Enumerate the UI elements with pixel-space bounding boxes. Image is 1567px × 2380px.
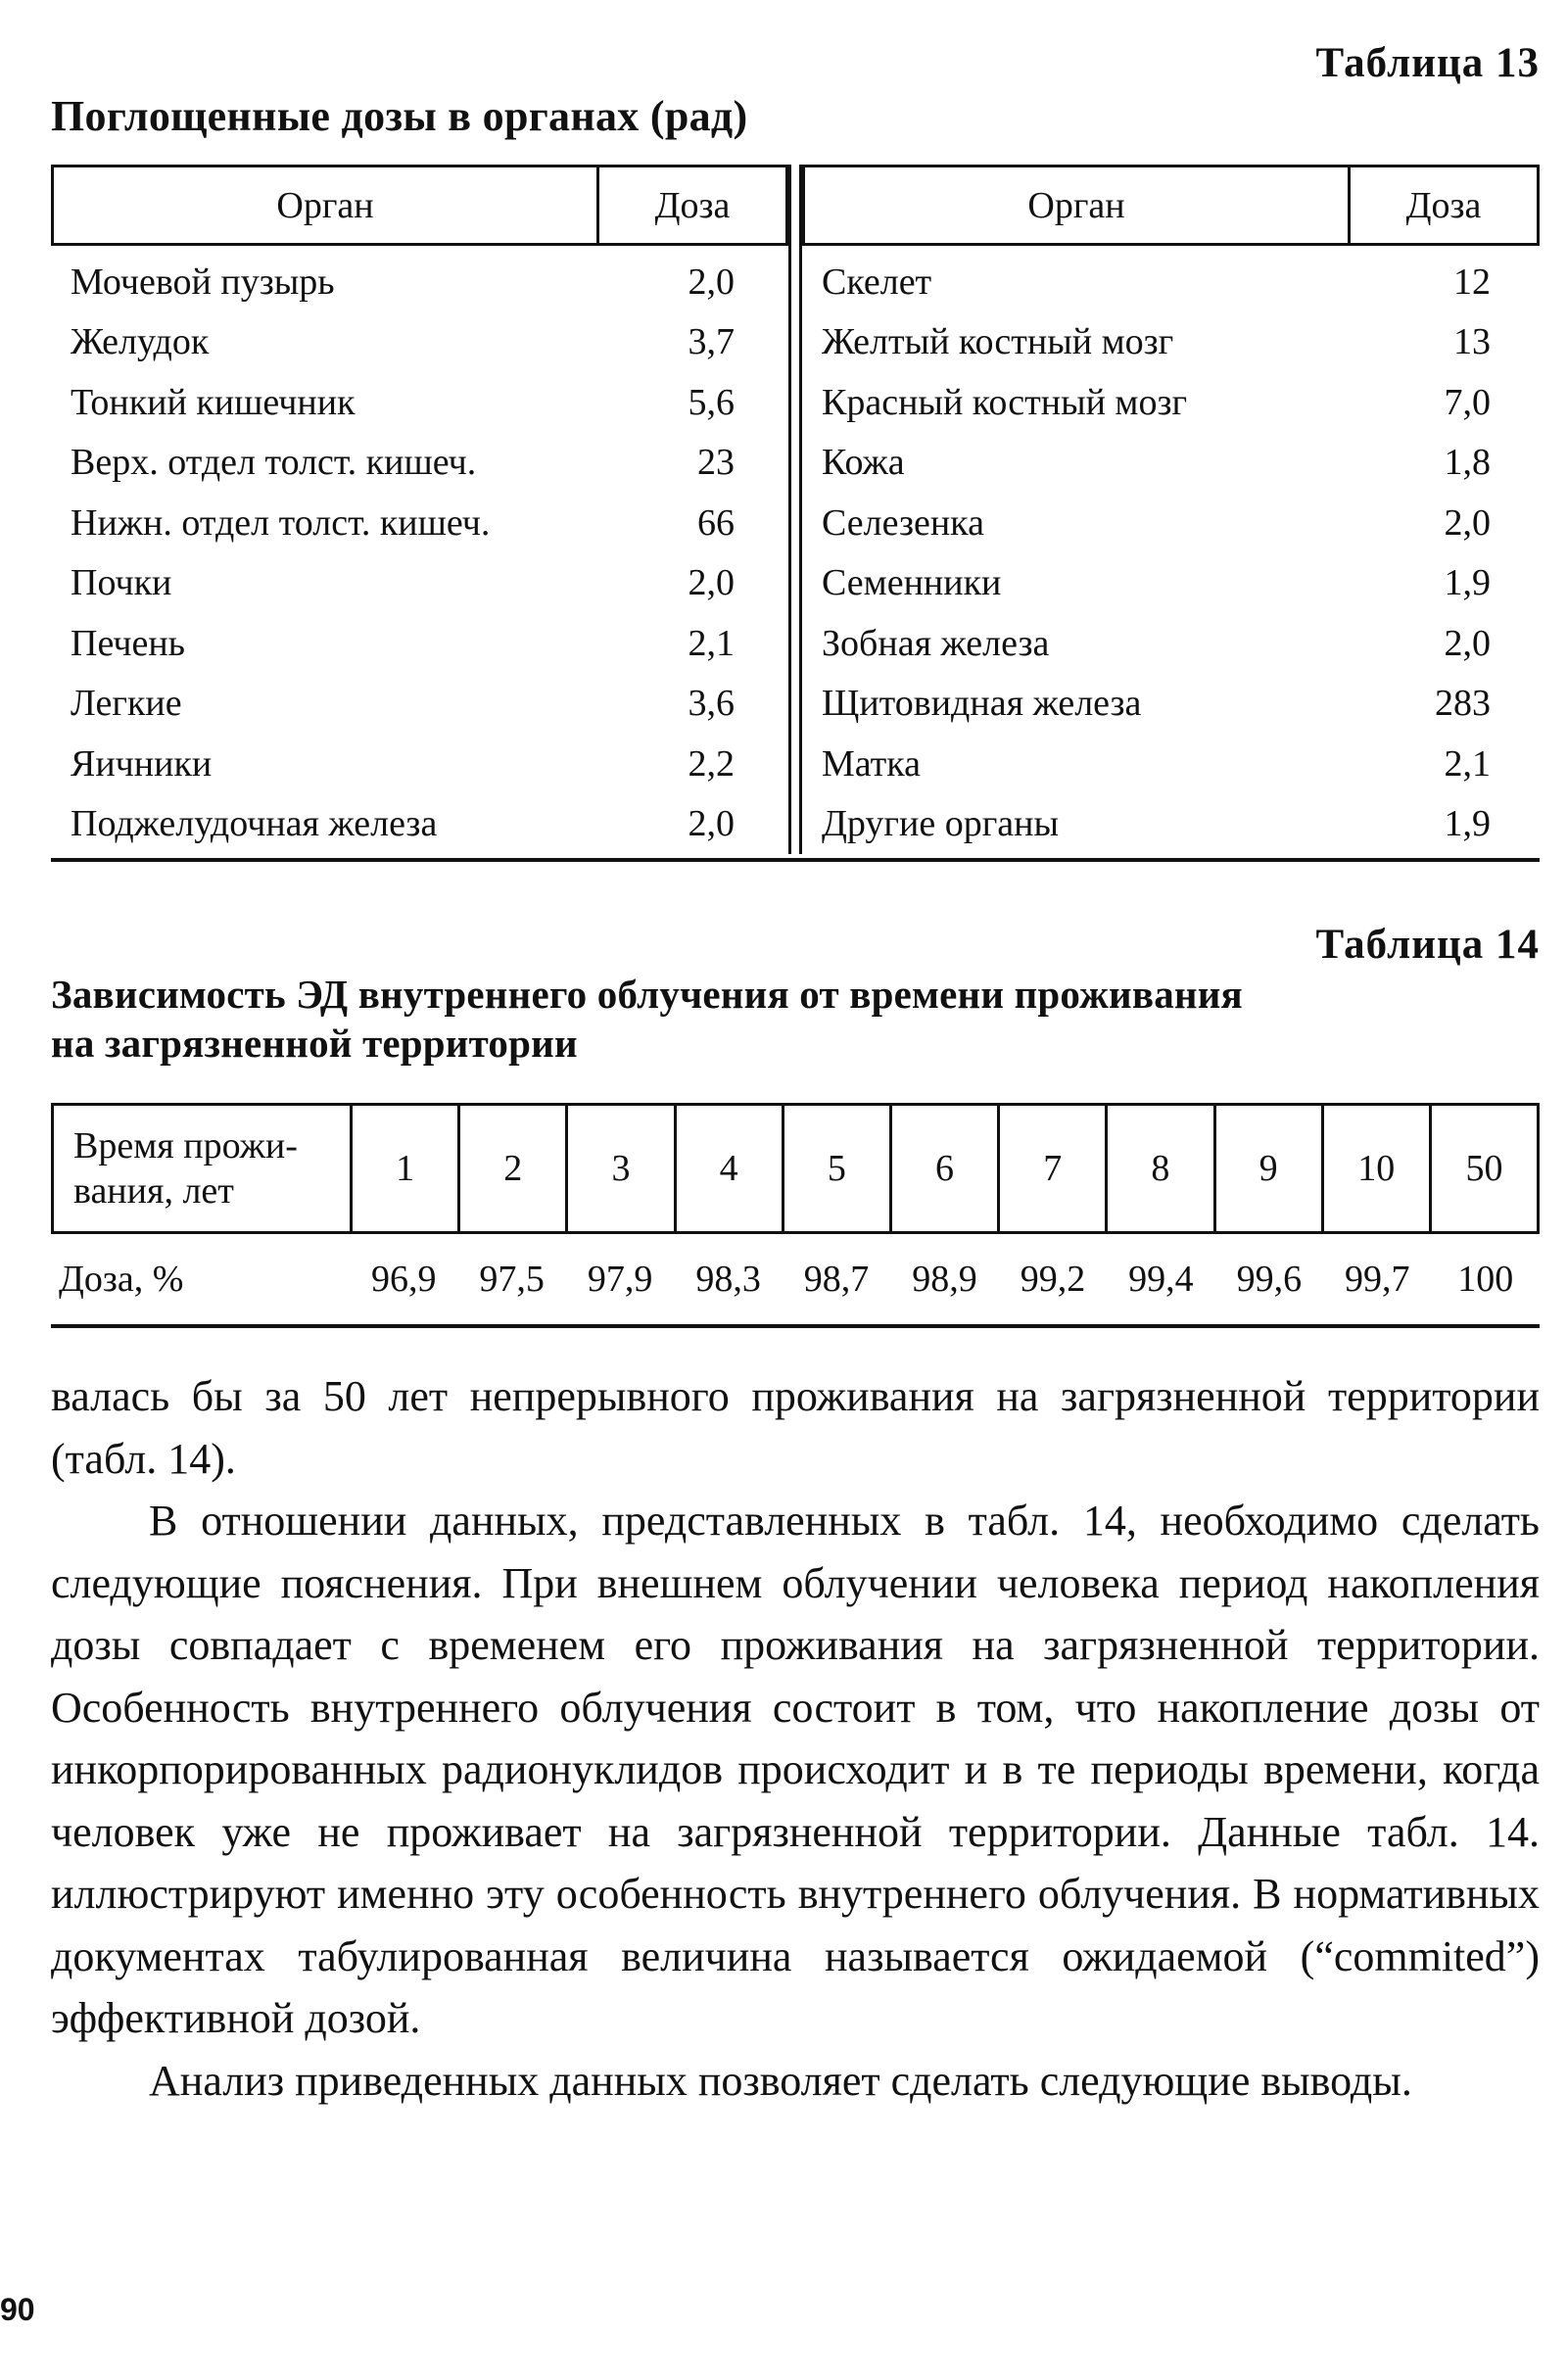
dose-percent-cell: 99,6: [1236, 1259, 1303, 1300]
paragraph-explanation: В отношении данных, представленных в табл. 14, необходимо сделать следующие пояснения. При внешнем облучении человека период накопления дозы совпадает с временем его проживания на загрязненной территории. Особенность внутреннего облучения состоит в том, что накопление дозы от инкорпорированных радионуклидов происходит и в те периоды времени, когда человек уже не проживает на загрязненной территории. Данные табл. 14. иллюстрируют именно эту особенность внутреннего облучения. В нормативных документах табулированная величина называется ожидаемой (“commited”) эффективной дозой.: [51, 1497, 1540, 2042]
dose-cell: 2,2: [688, 742, 735, 785]
header-year-cell: 6: [892, 1106, 1000, 1231]
table13-left-header: [51, 165, 788, 246]
table-row: [51, 674, 788, 735]
table-row: [802, 794, 1540, 855]
body-text: [51, 1365, 1540, 2112]
dose-cell: 2,0: [688, 803, 735, 845]
dose-cell: 1,9: [1444, 803, 1491, 845]
header-year-cell: 50: [1465, 1148, 1503, 1189]
table14-label: Таблица 14: [1315, 922, 1540, 968]
dose-cell: 12: [1453, 261, 1491, 303]
header-organ: Орган: [54, 167, 599, 243]
header-year-cell: 1: [353, 1106, 460, 1231]
dose-cell: 66: [697, 501, 735, 544]
paragraph-continuation: валась бы за 50 лет непрерывного проживания на загрязненной территории (табл. 14).: [51, 1372, 1540, 1483]
header-residence-time-line1: Время прожи-: [73, 1125, 298, 1166]
organ-cell: Другие органы: [822, 803, 1060, 845]
header-year-cell: 4: [677, 1106, 784, 1231]
table-row: [802, 553, 1540, 614]
header-residence-time: [54, 1106, 353, 1231]
dose-cell: 2,1: [1444, 742, 1491, 785]
header-year-cell: 7: [1000, 1106, 1108, 1231]
dose-cell: 1,8: [1444, 442, 1491, 484]
dose-cell: 3,7: [688, 321, 735, 363]
organ-cell: Желтый костный мозг: [822, 321, 1174, 363]
dose-cell: 283: [1435, 683, 1491, 725]
organ-cell: Зобная железа: [822, 622, 1050, 664]
table13-right-header: [802, 165, 1540, 246]
table-row: [51, 252, 788, 312]
dose-cell: 23: [697, 442, 735, 484]
page: [51, 39, 1540, 2112]
table-row: [802, 433, 1540, 494]
dose-cell: 5,6: [688, 381, 735, 423]
organ-cell: Почки: [71, 562, 172, 604]
organ-cell: Кожа: [822, 442, 905, 484]
dose-cell: 1,9: [1444, 562, 1491, 604]
header-dose: Доза: [1405, 184, 1482, 226]
page-number: 90: [0, 2292, 35, 2327]
dose-percent-cell: 96,9: [370, 1259, 437, 1300]
table-row: [51, 493, 788, 553]
dose-cell: 3,6: [688, 683, 735, 725]
organ-cell: Тонкий кишечник: [71, 381, 356, 423]
dose-percent-cell: 98,9: [912, 1259, 977, 1300]
dose-cell: 2,0: [688, 562, 735, 604]
header-residence-time-line2: вания, лет: [73, 1170, 234, 1212]
dose-percent-cell: 100: [1457, 1259, 1514, 1300]
dose-cell: 2,1: [688, 622, 735, 664]
organ-cell: Селезенка: [822, 501, 984, 544]
row-label-dose: Доза, %: [59, 1259, 184, 1300]
table-row: [51, 613, 788, 674]
table-row: [51, 553, 788, 614]
organ-cell: Красный костный мозг: [822, 381, 1188, 423]
table-row: [51, 433, 788, 494]
header-year-cell: 9: [1216, 1106, 1324, 1231]
dose-cell: 2,0: [688, 261, 735, 303]
dose-percent-cell: 98,3: [695, 1259, 761, 1300]
organ-cell: Семенники: [822, 562, 1002, 604]
dose-percent-cell: 97,5: [479, 1259, 545, 1300]
organ-cell: Мочевой пузырь: [71, 261, 335, 303]
organ-cell: Щитовидная железа: [822, 683, 1142, 725]
table13-left-half: [51, 165, 791, 854]
table13-caption: Поглощенные дозы в органах (рад): [51, 92, 748, 140]
table-row: [802, 372, 1540, 433]
table-row: [51, 1234, 1540, 1324]
organ-cell: Яичники: [71, 742, 213, 785]
organ-cell: Поджелудочная железа: [71, 803, 438, 845]
header-year-cell: 2: [460, 1106, 568, 1231]
header-year-cell: 8: [1108, 1106, 1215, 1231]
organ-cell: Легкие: [71, 683, 182, 725]
table-row: [802, 252, 1540, 312]
table13: [51, 165, 1540, 862]
table-row: [51, 312, 788, 373]
table14-caption-line2: на загрязненной территории: [51, 1021, 578, 1066]
organ-cell: Нижн. отдел толст. кишеч.: [71, 501, 491, 544]
table13-right-half: [799, 165, 1540, 854]
organ-cell: Печень: [71, 622, 186, 664]
table-row: [802, 734, 1540, 794]
table-row: [802, 613, 1540, 674]
dose-percent-cell: 99,2: [1020, 1259, 1086, 1300]
header-organ: Орган: [805, 167, 1351, 243]
header-year-cell: 10: [1324, 1106, 1432, 1231]
dose-percent-cell: 98,7: [803, 1259, 870, 1300]
dose-cell: 13: [1453, 321, 1491, 363]
organ-cell: Желудок: [71, 321, 210, 363]
organ-cell: Матка: [822, 742, 922, 785]
table-row: [802, 493, 1540, 553]
dose-cell: 7,0: [1444, 381, 1491, 423]
header-year-cell: 5: [784, 1106, 892, 1231]
table-row: [802, 312, 1540, 373]
table-row: [51, 372, 788, 433]
paragraph-conclusion: Анализ приведенных данных позволяет сделать следующие выводы.: [149, 2056, 1412, 2105]
dose-percent-cell: 97,9: [587, 1259, 653, 1300]
organ-cell: Верх. отдел толст. кишеч.: [71, 442, 477, 484]
table-row: [51, 734, 788, 794]
dose-cell: 2,0: [1444, 501, 1491, 544]
dose-percent-cell: 99,7: [1345, 1259, 1410, 1300]
table14-caption: [51, 970, 1540, 1068]
dose-cell: 2,0: [1444, 622, 1491, 664]
header-year-cell: 3: [568, 1106, 676, 1231]
organ-cell: Скелет: [822, 261, 932, 303]
table-row: [802, 674, 1540, 735]
header-dose: Доза: [654, 184, 731, 226]
table14: [51, 1103, 1540, 1328]
table14-caption-line1: Зависимость ЭД внутреннего облучения от времени проживания: [51, 972, 1243, 1017]
table13-label: Таблица 13: [1315, 40, 1540, 86]
table14-header: [51, 1103, 1540, 1234]
dose-percent-cell: 99,4: [1128, 1259, 1194, 1300]
table-row: [51, 794, 788, 855]
